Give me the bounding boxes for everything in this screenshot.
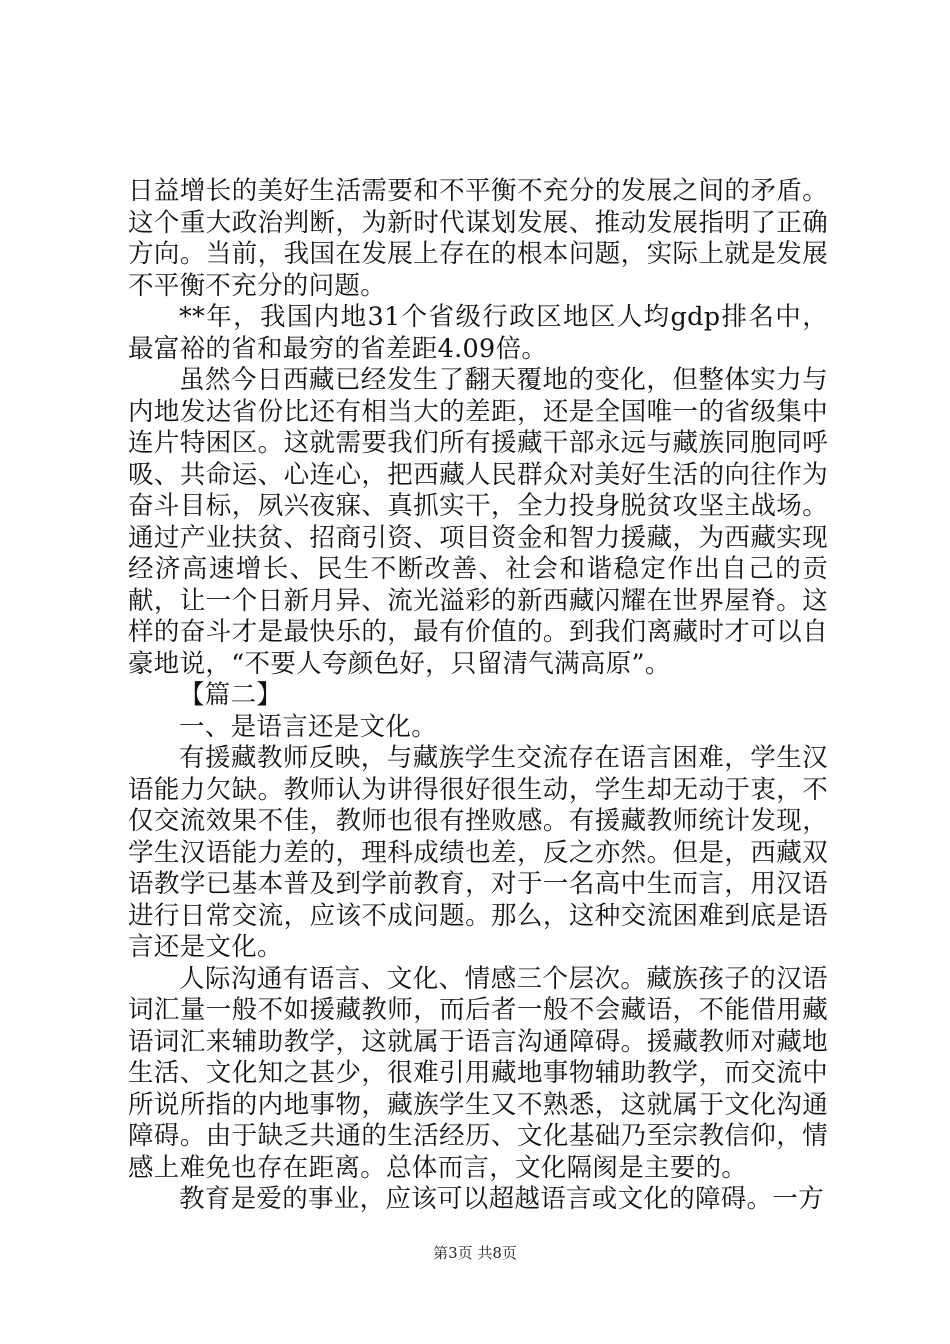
page-number-footer: 第3页 共8页 xyxy=(433,1244,517,1262)
paragraph-education-love: 教育是爱的事业，应该可以超越语言或文化的障碍。一方 xyxy=(179,1184,825,1214)
paragraph-tibet-development: 虽然今日西藏已经发生了翻天覆地的变化，但整体实力与内地发达省份比还有相当大的差距，还是全国唯一的省级集中连片特困区。这就需要我们所有援藏干部永远与藏族同胞同呼吸、共命运、心连心，把西藏人民群众对美好生活的向往作为奋斗目标，夙兴夜寐、真抓实干，全力投身脱贫攻坚主战场。通过产业扶贫、招商引资、项目资金和智力援藏，为西藏实现经济高速增长、民生不断改善、社会和谐稳定作出自己的贡献，让一个日新月异、流光溢彩的新西藏闪耀在世界屋脊。这样的奋斗才是最快乐的，最有价值的。到我们离藏时才可以自豪地说，“不要人夸颜色好，只留清气满高原”。 xyxy=(128,365,828,679)
paragraph-teacher-feedback: 有援藏教师反映，与藏族学生交流存在语言困难，学生汉语能力欠缺。教师认为讲得很好很生动，学生却无动于衷，不仅交流效果不佳，教师也很有挫败感。有援藏教师统计发现，学生汉语能力差的，理科成绩也差，反之亦然。但是，西藏双语教学已基本普及到学前教育，对于一名高中生而言，用汉语进行日常交流，应该不成问题。那么，这种交流困难到底是语言还是文化。 xyxy=(128,743,828,962)
paragraph-gdp-gap: **年，我国内地31个省级行政区地区人均gdp排名中，最富裕的省和最穷的省差距4.09倍。 xyxy=(128,302,828,364)
subheading-language-or-culture: 一、是语言还是文化。 xyxy=(179,711,438,742)
document-body xyxy=(128,176,828,1216)
section-heading-part-two: 【篇二】 xyxy=(179,680,283,710)
paragraph-communication-levels: 人际沟通有语言、文化、情感三个层次。藏族孩子的汉语词汇量一般不如援藏教师，而后者一般不会藏语，不能借用藏语词汇来辅助教学，这就属于语言沟通障碍。援藏教师对藏地生活、文化知之甚少，很难引用藏地事物辅助教学，而交流中所说所指的内地事物，藏族学生又不熟悉，这就属于文化沟通障碍。由于缺乏共通的生活经历、文化基础乃至宗教信仰，情感上难免也存在距离。总体而言，文化隔阂是主要的。 xyxy=(128,963,828,1183)
paragraph-continued: 日益增长的美好生活需要和不平衡不充分的发展之间的矛盾。这个重大政治判断，为新时代谋划发展、推动发展指明了正确方向。当前，我国在发展上存在的根本问题，实际上就是发展不平衡不充分的问题。 xyxy=(128,176,828,301)
